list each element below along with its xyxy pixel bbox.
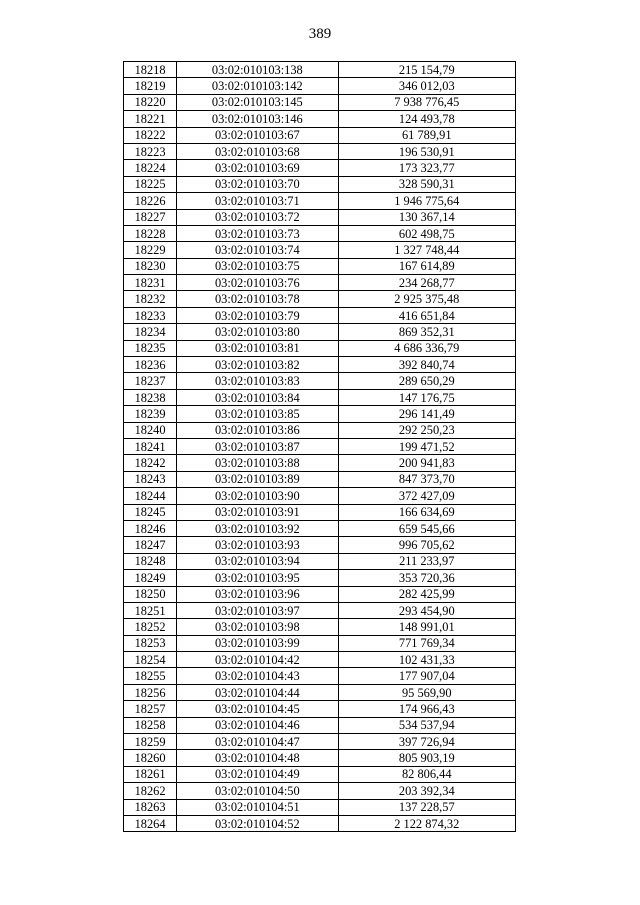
cadastral-value-cell: 167 614,89: [338, 258, 515, 274]
cadastral-number-cell: 03:02:010103:75: [177, 258, 338, 274]
cadastral-number-cell: 03:02:010104:43: [177, 668, 338, 684]
table-row: [124, 127, 516, 143]
table-row: [124, 734, 516, 750]
cadastral-value-cell: 211 233,97: [338, 553, 515, 569]
table-row: [124, 389, 516, 405]
cadastral-value-cell: 1 327 748,44: [338, 242, 515, 258]
cadastral-value-cell: 2 925 375,48: [338, 291, 515, 307]
cadastral-number-cell: 03:02:010103:88: [177, 455, 338, 471]
cadastral-value-cell: 1 946 775,64: [338, 193, 515, 209]
table-row: [124, 520, 516, 536]
table-row: [124, 684, 516, 700]
cadastral-number-cell: 03:02:010103:145: [177, 94, 338, 110]
cadastral-number-cell: 03:02:010103:138: [177, 62, 338, 78]
cadastral-value-cell: 771 769,34: [338, 635, 515, 651]
cadastral-number-cell: 03:02:010104:48: [177, 750, 338, 766]
row-number-cell: 18243: [124, 471, 177, 487]
table-row: [124, 422, 516, 438]
cadastral-number-cell: 03:02:010103:92: [177, 520, 338, 536]
row-number-cell: 18248: [124, 553, 177, 569]
cadastral-value-cell: 847 373,70: [338, 471, 515, 487]
row-number-cell: 18249: [124, 570, 177, 586]
cadastral-value-cell: 166 634,69: [338, 504, 515, 520]
cadastral-value-cell: 534 537,94: [338, 717, 515, 733]
cadastral-value-cell: 95 569,90: [338, 684, 515, 700]
cadastral-number-cell: 03:02:010103:87: [177, 438, 338, 454]
table-row: [124, 701, 516, 717]
row-number-cell: 18231: [124, 275, 177, 291]
cadastral-number-cell: 03:02:010103:81: [177, 340, 338, 356]
table-row: [124, 438, 516, 454]
table-row: [124, 357, 516, 373]
cadastral-number-cell: 03:02:010103:98: [177, 619, 338, 635]
table-row: [124, 619, 516, 635]
row-number-cell: 18263: [124, 799, 177, 815]
cadastral-number-cell: 03:02:010104:47: [177, 734, 338, 750]
table-row: [124, 652, 516, 668]
row-number-cell: 18228: [124, 225, 177, 241]
table-row: [124, 324, 516, 340]
table-row: [124, 78, 516, 94]
cadastral-value-cell: 82 806,44: [338, 766, 515, 782]
cadastral-value-cell: 805 903,19: [338, 750, 515, 766]
cadastral-value-cell: 200 941,83: [338, 455, 515, 471]
cadastral-value-cell: 130 367,14: [338, 209, 515, 225]
row-number-cell: 18220: [124, 94, 177, 110]
row-number-cell: 18252: [124, 619, 177, 635]
cadastral-value-cell: 282 425,99: [338, 586, 515, 602]
row-number-cell: 18218: [124, 62, 177, 78]
row-number-cell: 18238: [124, 389, 177, 405]
cadastral-value-table: [123, 61, 516, 832]
table-row: [124, 783, 516, 799]
table-row: [124, 340, 516, 356]
cadastral-value-cell: 102 431,33: [338, 652, 515, 668]
table-row: [124, 717, 516, 733]
cadastral-number-cell: 03:02:010103:83: [177, 373, 338, 389]
table-row: [124, 602, 516, 618]
row-number-cell: 18245: [124, 504, 177, 520]
row-number-cell: 18241: [124, 438, 177, 454]
table-row: [124, 586, 516, 602]
table-row: [124, 471, 516, 487]
cadastral-value-cell: 7 938 776,45: [338, 94, 515, 110]
row-number-cell: 18235: [124, 340, 177, 356]
cadastral-value-cell: 203 392,34: [338, 783, 515, 799]
cadastral-value-cell: 869 352,31: [338, 324, 515, 340]
table-row: [124, 225, 516, 241]
table-row: [124, 176, 516, 192]
cadastral-number-cell: 03:02:010103:95: [177, 570, 338, 586]
cadastral-value-cell: 372 427,09: [338, 488, 515, 504]
cadastral-value-cell: 177 907,04: [338, 668, 515, 684]
row-number-cell: 18244: [124, 488, 177, 504]
row-number-cell: 18237: [124, 373, 177, 389]
row-number-cell: 18262: [124, 783, 177, 799]
row-number-cell: 18229: [124, 242, 177, 258]
table-body: [124, 62, 516, 832]
table-row: [124, 209, 516, 225]
row-number-cell: 18255: [124, 668, 177, 684]
table-row: [124, 537, 516, 553]
cadastral-number-cell: 03:02:010104:44: [177, 684, 338, 700]
page-number: 389: [308, 26, 332, 42]
cadastral-value-cell: 328 590,31: [338, 176, 515, 192]
row-number-cell: 18225: [124, 176, 177, 192]
cadastral-value-cell: 602 498,75: [338, 225, 515, 241]
cadastral-number-cell: 03:02:010103:70: [177, 176, 338, 192]
cadastral-value-cell: 199 471,52: [338, 438, 515, 454]
row-number-cell: 18254: [124, 652, 177, 668]
row-number-cell: 18223: [124, 143, 177, 159]
cadastral-value-cell: 292 250,23: [338, 422, 515, 438]
cadastral-value-cell: 234 268,77: [338, 275, 515, 291]
cadastral-value-cell: 353 720,36: [338, 570, 515, 586]
table-row: [124, 766, 516, 782]
row-number-cell: 18240: [124, 422, 177, 438]
cadastral-value-cell: 137 228,57: [338, 799, 515, 815]
cadastral-number-cell: 03:02:010103:99: [177, 635, 338, 651]
cadastral-value-cell: 124 493,78: [338, 111, 515, 127]
row-number-cell: 18261: [124, 766, 177, 782]
cadastral-value-cell: 147 176,75: [338, 389, 515, 405]
cadastral-number-cell: 03:02:010103:146: [177, 111, 338, 127]
table-row: [124, 373, 516, 389]
cadastral-number-cell: 03:02:010103:69: [177, 160, 338, 176]
cadastral-value-cell: 996 705,62: [338, 537, 515, 553]
table-row: [124, 275, 516, 291]
row-number-cell: 18221: [124, 111, 177, 127]
row-number-cell: 18242: [124, 455, 177, 471]
cadastral-number-cell: 03:02:010103:142: [177, 78, 338, 94]
cadastral-number-cell: 03:02:010103:74: [177, 242, 338, 258]
cadastral-value-cell: 196 530,91: [338, 143, 515, 159]
cadastral-value-cell: 416 651,84: [338, 307, 515, 323]
table-row: [124, 160, 516, 176]
table-row: [124, 291, 516, 307]
row-number-cell: 18234: [124, 324, 177, 340]
cadastral-value-cell: 392 840,74: [338, 357, 515, 373]
cadastral-value-cell: 659 545,66: [338, 520, 515, 536]
cadastral-number-cell: 03:02:010103:78: [177, 291, 338, 307]
cadastral-value-cell: 296 141,49: [338, 406, 515, 422]
row-number-cell: 18224: [124, 160, 177, 176]
row-number-cell: 18239: [124, 406, 177, 422]
cadastral-number-cell: 03:02:010104:42: [177, 652, 338, 668]
cadastral-number-cell: 03:02:010103:93: [177, 537, 338, 553]
table-row: [124, 799, 516, 815]
row-number-cell: 18250: [124, 586, 177, 602]
row-number-cell: 18226: [124, 193, 177, 209]
cadastral-number-cell: 03:02:010104:50: [177, 783, 338, 799]
cadastral-number-cell: 03:02:010103:71: [177, 193, 338, 209]
cadastral-number-cell: 03:02:010103:68: [177, 143, 338, 159]
table-row: [124, 193, 516, 209]
row-number-cell: 18222: [124, 127, 177, 143]
cadastral-value-cell: 173 323,77: [338, 160, 515, 176]
row-number-cell: 18257: [124, 701, 177, 717]
cadastral-number-cell: 03:02:010104:45: [177, 701, 338, 717]
cadastral-number-cell: 03:02:010103:84: [177, 389, 338, 405]
row-number-cell: 18253: [124, 635, 177, 651]
table-row: [124, 668, 516, 684]
cadastral-value-cell: 397 726,94: [338, 734, 515, 750]
cadastral-number-cell: 03:02:010103:72: [177, 209, 338, 225]
table-row: [124, 242, 516, 258]
table-row: [124, 143, 516, 159]
row-number-cell: 18230: [124, 258, 177, 274]
table-row: [124, 62, 516, 78]
table-row: [124, 307, 516, 323]
row-number-cell: 18233: [124, 307, 177, 323]
row-number-cell: 18247: [124, 537, 177, 553]
cadastral-number-cell: 03:02:010103:76: [177, 275, 338, 291]
row-number-cell: 18260: [124, 750, 177, 766]
cadastral-number-cell: 03:02:010103:86: [177, 422, 338, 438]
cadastral-number-cell: 03:02:010104:52: [177, 815, 338, 831]
table-row: [124, 406, 516, 422]
cadastral-value-cell: 174 966,43: [338, 701, 515, 717]
row-number-cell: 18219: [124, 78, 177, 94]
cadastral-number-cell: 03:02:010103:80: [177, 324, 338, 340]
table-row: [124, 750, 516, 766]
table-row: [124, 570, 516, 586]
cadastral-value-cell: 148 991,01: [338, 619, 515, 635]
cadastral-number-cell: 03:02:010104:49: [177, 766, 338, 782]
table-row: [124, 455, 516, 471]
cadastral-number-cell: 03:02:010103:90: [177, 488, 338, 504]
row-number-cell: 18264: [124, 815, 177, 831]
table-row: [124, 504, 516, 520]
cadastral-value-cell: 289 650,29: [338, 373, 515, 389]
row-number-cell: 18246: [124, 520, 177, 536]
row-number-cell: 18259: [124, 734, 177, 750]
table-row: [124, 258, 516, 274]
row-number-cell: 18256: [124, 684, 177, 700]
row-number-cell: 18232: [124, 291, 177, 307]
cadastral-number-cell: 03:02:010103:97: [177, 602, 338, 618]
cadastral-number-cell: 03:02:010103:79: [177, 307, 338, 323]
cadastral-number-cell: 03:02:010103:91: [177, 504, 338, 520]
cadastral-value-cell: 2 122 874,32: [338, 815, 515, 831]
table-row: [124, 815, 516, 831]
table-row: [124, 488, 516, 504]
cadastral-value-cell: 215 154,79: [338, 62, 515, 78]
row-number-cell: 18251: [124, 602, 177, 618]
cadastral-value-cell: 4 686 336,79: [338, 340, 515, 356]
cadastral-number-cell: 03:02:010104:46: [177, 717, 338, 733]
cadastral-number-cell: 03:02:010103:82: [177, 357, 338, 373]
table-row: [124, 94, 516, 110]
row-number-cell: 18258: [124, 717, 177, 733]
cadastral-number-cell: 03:02:010103:85: [177, 406, 338, 422]
cadastral-number-cell: 03:02:010103:89: [177, 471, 338, 487]
cadastral-value-cell: 346 012,03: [338, 78, 515, 94]
row-number-cell: 18236: [124, 357, 177, 373]
row-number-cell: 18227: [124, 209, 177, 225]
cadastral-value-cell: 61 789,91: [338, 127, 515, 143]
table-row: [124, 635, 516, 651]
cadastral-number-cell: 03:02:010103:96: [177, 586, 338, 602]
table-row: [124, 111, 516, 127]
table-row: [124, 553, 516, 569]
cadastral-number-cell: 03:02:010103:94: [177, 553, 338, 569]
cadastral-value-cell: 293 454,90: [338, 602, 515, 618]
cadastral-number-cell: 03:02:010103:67: [177, 127, 338, 143]
cadastral-number-cell: 03:02:010104:51: [177, 799, 338, 815]
cadastral-number-cell: 03:02:010103:73: [177, 225, 338, 241]
